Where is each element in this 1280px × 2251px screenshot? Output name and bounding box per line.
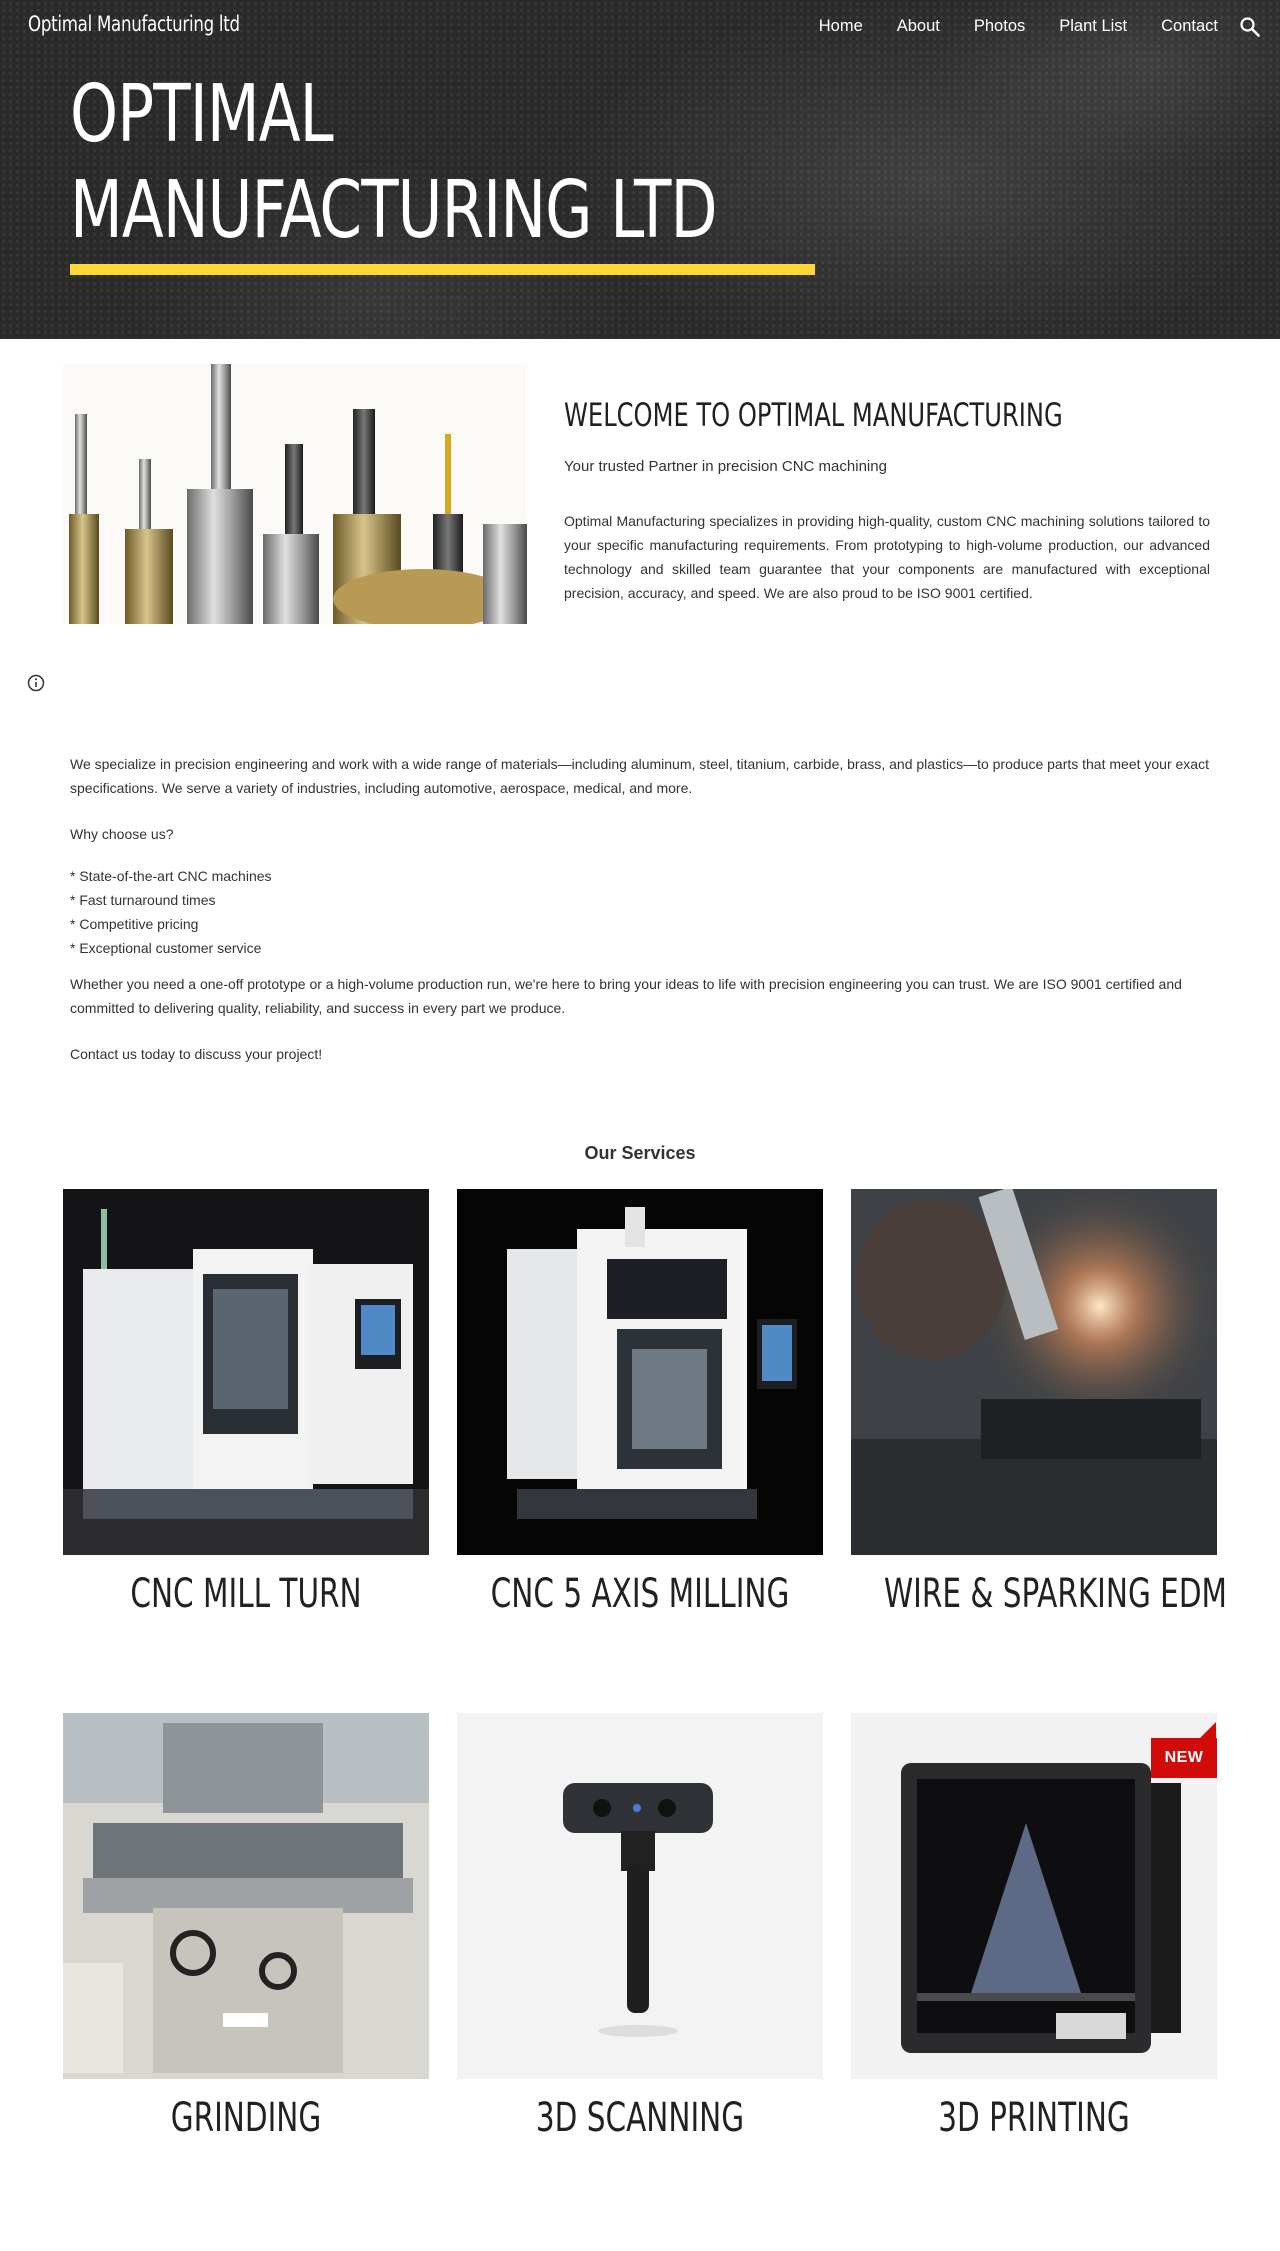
about-bullet-list [70,864,272,960]
site-title[interactable]: Optimal Manufacturing ltd [28,12,240,36]
service-card-3d-printing [851,1713,1217,2141]
service-label: WIRE & SPARKING EDM [883,1571,1228,1617]
service-label: 3D SCANNING [535,2095,745,2141]
grinding-machine-image [63,1713,429,2079]
service-label: CNC MILL TURN [130,1571,362,1617]
top-bar [0,0,1280,56]
about-paragraph-production: Whether you need a one-off prototype or a high-volume production run, we're here to bring your ideas to life with precision engineering you can trust. We are ISO 9001 certified and committed to delivering quality, reliability, and success in every part we produce. [70,976,1182,1016]
services-grid [0,1189,1280,2251]
welcome-section [0,339,1280,681]
welcome-body: Optimal Manufacturing specializes in providing high-quality, custom CNC machining solutions tailored to your specific manufacturing requirements. From prototyping to high-volume production, our advanced technology and skilled team guarantee that your components are manufactured with exceptional precision, accuracy, and speed. We are also proud to be ISO 9001 certified. [564,513,1210,601]
nav-contact[interactable]: Contact [1161,17,1218,35]
service-label: CNC 5 AXIS MILLING [490,1571,790,1617]
list-item: * Competitive pricing [70,916,199,932]
nav-home[interactable]: Home [818,17,863,35]
welcome-subtitle: Your trusted Partner in precision CNC machining [564,458,887,475]
nav-about[interactable]: About [896,17,940,35]
list-item: * Fast turnaround times [70,892,216,908]
service-card-cnc-mill-turn [63,1189,429,1617]
cnc-5-axis-milling-image [457,1189,823,1555]
search-icon[interactable] [1238,15,1262,39]
hero-accent-bar [70,264,815,275]
service-card-wire-sparking-edm [851,1189,1228,1617]
nav-plant-list[interactable]: Plant List [1059,17,1128,35]
service-card-3d-scanning [457,1713,823,2141]
about-paragraph-materials: We specialize in precision engineering and work with a wide range of materials—including aluminum, steel, titanium, carbide, brass, and plastics—to produce parts that meet your exact specifications. We serve a variety of industries, including automotive, aerospace, medical, and more. [70,756,1209,796]
list-item: * State-of-the-art CNC machines [70,868,272,884]
hero-title-line1: OPTIMAL [70,68,333,160]
wire-sparking-edm-image [851,1189,1217,1555]
service-label: GRINDING [170,2095,322,2141]
3d-scanner-image [457,1713,823,2079]
nav-photos[interactable]: Photos [973,17,1026,35]
cutting-tools-image [63,364,527,624]
list-item: * Exceptional customer service [70,940,262,956]
cnc-mill-turn-image [63,1189,429,1555]
service-card-cnc-5-axis-milling [457,1189,823,1617]
about-contact-cta: Contact us today to discuss your project! [70,1046,323,1062]
3d-printer-image [851,1713,1217,2079]
service-label: 3D PRINTING [938,2095,1130,2141]
main-nav [819,17,1218,36]
new-badge: NEW [1151,1738,1217,1778]
about-why-heading: Why choose us? [70,826,174,842]
service-card-grinding [63,1713,429,2141]
services-heading: Our Services [584,1143,696,1163]
about-section [0,681,1280,1189]
hero-title [70,66,717,258]
welcome-heading: WELCOME TO OPTIMAL MANUFACTURING [564,396,1063,434]
hero-title-line2: MANUFACTURING LTD [70,164,717,256]
hero-header [0,0,1280,339]
